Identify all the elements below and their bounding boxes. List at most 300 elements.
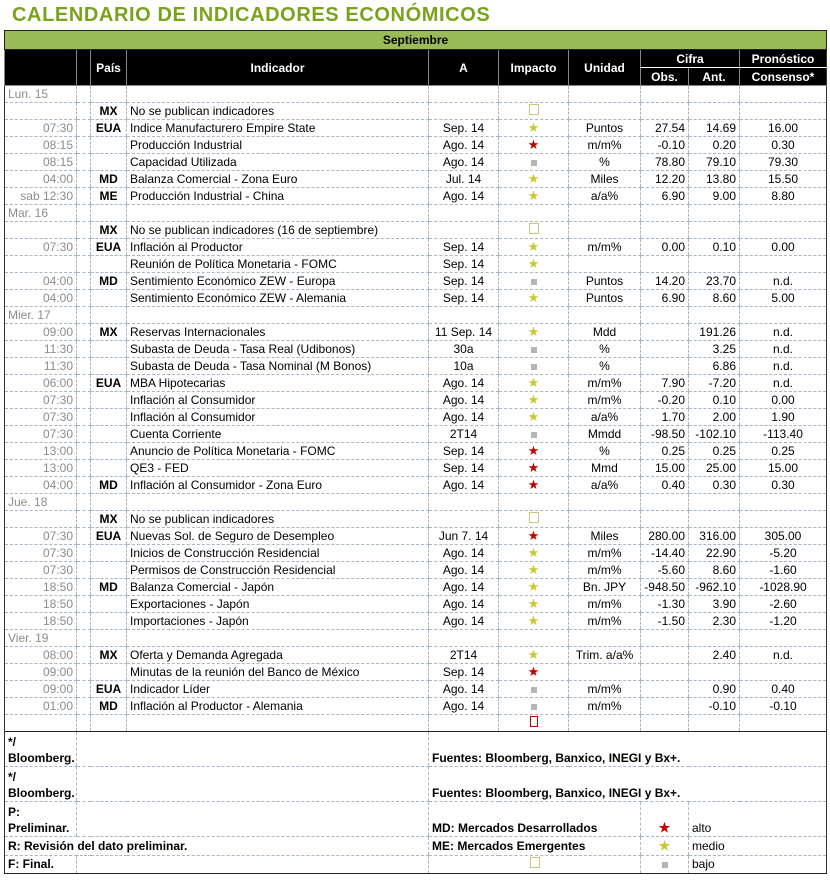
ant-cell: 22.90: [689, 545, 740, 562]
table-row: [5, 239, 827, 256]
ant-cell: 2.00: [689, 409, 740, 426]
indicator-cell: No se publican indicadores (16 de septiembre): [127, 222, 429, 239]
table-row: [5, 273, 827, 290]
ant-cell: 316.00: [689, 528, 740, 545]
ant-cell: 23.70: [689, 273, 740, 290]
table-row: [5, 545, 827, 562]
country-cell: [91, 715, 127, 732]
header-unidad: Unidad: [569, 50, 641, 86]
period-cell: Sep. 14: [429, 256, 499, 273]
header-indicador: Indicador: [127, 50, 429, 86]
obs-cell: -14.40: [641, 545, 689, 562]
unit-cell: [569, 715, 641, 732]
ant-cell: -0.10: [689, 698, 740, 715]
unit-cell: Miles: [569, 528, 641, 545]
impact-cell: [499, 239, 569, 256]
forecast-cell: n.d.: [740, 358, 827, 375]
forecast-cell: 16.00: [740, 120, 827, 137]
forecast-cell: 8.80: [740, 188, 827, 205]
table-row: [5, 392, 827, 409]
obs-cell: 78.80: [641, 154, 689, 171]
empty-cell: [499, 307, 569, 324]
empty-cell: [429, 307, 499, 324]
footer-sources: Fuentes: Bloomberg, Banxico, INEGI y Bx+.: [429, 732, 827, 767]
table-row: [5, 154, 827, 171]
table-row: [5, 613, 827, 630]
empty-box-icon: [529, 223, 539, 234]
empty-box-icon: [529, 512, 539, 523]
obs-cell: 280.00: [641, 528, 689, 545]
obs-cell: 0.25: [641, 443, 689, 460]
forecast-cell: 15.50: [740, 171, 827, 188]
indicator-cell: Cuenta Corriente: [127, 426, 429, 443]
country-cell: MD: [91, 579, 127, 596]
forecast-cell: n.d.: [740, 324, 827, 341]
spacer-cell: [77, 137, 91, 154]
yellow-star-icon: ★: [527, 256, 540, 271]
legend-bajo-icon: [641, 856, 689, 874]
table-row: [5, 341, 827, 358]
yellow-star-icon: ★: [527, 545, 540, 560]
hour-cell: 09:00: [5, 664, 77, 681]
forecast-cell: 5.00: [740, 290, 827, 307]
impact-cell: [499, 426, 569, 443]
impact-cell: [499, 664, 569, 681]
empty-cell: [740, 630, 827, 647]
spacer-cell: [77, 188, 91, 205]
forecast-cell: -5.20: [740, 545, 827, 562]
ant-cell: -102.10: [689, 426, 740, 443]
obs-cell: [641, 222, 689, 239]
table-row: [5, 222, 827, 239]
table-row: [5, 103, 827, 120]
forecast-cell: 305.00: [740, 528, 827, 545]
table-row: [5, 579, 827, 596]
forecast-cell: [740, 256, 827, 273]
forecast-cell: n.d.: [740, 341, 827, 358]
period-cell: Sep. 14: [429, 120, 499, 137]
impact-cell: [499, 545, 569, 562]
impact-cell: [499, 171, 569, 188]
red-star-icon: ★: [527, 477, 540, 492]
indicator-cell: Anuncio de Política Monetaria - FOMC: [127, 443, 429, 460]
impact-cell: [499, 341, 569, 358]
impact-cell: [499, 120, 569, 137]
empty-cell: [127, 205, 429, 222]
yellow-star-icon: ★: [527, 392, 540, 407]
period-cell: Ago. 14: [429, 477, 499, 494]
unit-cell: m/m%: [569, 562, 641, 579]
unit-cell: [569, 103, 641, 120]
day-section-row: [5, 86, 827, 103]
impact-cell: [499, 681, 569, 698]
obs-cell: -0.10: [641, 137, 689, 154]
impact-cell: [499, 103, 569, 120]
period-cell: 30a: [429, 341, 499, 358]
obs-cell: [641, 358, 689, 375]
table-row: [5, 358, 827, 375]
empty-cell: [77, 630, 91, 647]
gray-square-icon: [531, 279, 537, 285]
hour-cell: 09:00: [5, 681, 77, 698]
unit-cell: %: [569, 443, 641, 460]
impact-cell: [499, 528, 569, 545]
hour-cell: 07:30: [5, 426, 77, 443]
period-cell: Sep. 14: [429, 290, 499, 307]
impact-cell: [499, 460, 569, 477]
empty-cell: [641, 205, 689, 222]
spacer-cell: [77, 171, 91, 188]
empty-cell: [569, 630, 641, 647]
spacer-cell: [77, 239, 91, 256]
obs-cell: [641, 715, 689, 732]
hour-cell: 04:00: [5, 171, 77, 188]
ant-cell: 13.80: [689, 171, 740, 188]
header-impacto: Impacto: [499, 50, 569, 86]
empty-cell: [127, 86, 429, 103]
unit-cell: Bn. JPY: [569, 579, 641, 596]
period-cell: 2T14: [429, 647, 499, 664]
country-cell: MX: [91, 103, 127, 120]
ant-cell: 2.40: [689, 647, 740, 664]
yellow-star-icon: ★: [527, 171, 540, 186]
empty-cell: [569, 494, 641, 511]
ant-cell: 0.10: [689, 239, 740, 256]
unit-cell: Mmd: [569, 460, 641, 477]
spacer-cell: [77, 290, 91, 307]
empty-cell: [499, 205, 569, 222]
month-row: [5, 31, 827, 50]
ant-cell: 14.69: [689, 120, 740, 137]
ant-cell: 2.30: [689, 613, 740, 630]
ant-cell: 9.00: [689, 188, 740, 205]
impact-cell: [499, 222, 569, 239]
spacer-cell: [77, 681, 91, 698]
indicator-cell: Producción Industrial - China: [127, 188, 429, 205]
country-cell: [91, 596, 127, 613]
hour-cell: 08:15: [5, 154, 77, 171]
indicator-cell: No se publican indicadores: [127, 103, 429, 120]
period-cell: Sep. 14: [429, 239, 499, 256]
day-label: Vier. 19: [5, 630, 77, 647]
unit-cell: m/m%: [569, 596, 641, 613]
impact-cell: [499, 392, 569, 409]
obs-cell: 6.90: [641, 290, 689, 307]
table-row: [5, 137, 827, 154]
empty-cell: [641, 494, 689, 511]
period-cell: Ago. 14: [429, 562, 499, 579]
ant-cell: [689, 511, 740, 528]
hour-cell: 07:30: [5, 562, 77, 579]
indicator-cell: MBA Hipotecarias: [127, 375, 429, 392]
empty-cell: [127, 307, 429, 324]
ant-cell: [689, 256, 740, 273]
impact-cell: [499, 256, 569, 273]
obs-cell: 7.90: [641, 375, 689, 392]
spacer-cell: [77, 256, 91, 273]
indicator-cell: QE3 - FED: [127, 460, 429, 477]
forecast-cell: 0.00: [740, 239, 827, 256]
period-cell: 10a: [429, 358, 499, 375]
impact-cell: [499, 477, 569, 494]
month-label: Septiembre: [5, 31, 827, 50]
unit-cell: Puntos: [569, 290, 641, 307]
table-row: [5, 324, 827, 341]
table-row: [5, 188, 827, 205]
forecast-cell: -0.10: [740, 698, 827, 715]
hour-cell: 18:50: [5, 596, 77, 613]
forecast-cell: n.d.: [740, 647, 827, 664]
spacer-cell: [77, 409, 91, 426]
ant-cell: 191.26: [689, 324, 740, 341]
empty-cell: [429, 86, 499, 103]
table-row: [5, 460, 827, 477]
indicator-cell: Subasta de Deuda - Tasa Nominal (M Bonos): [127, 358, 429, 375]
ant-cell: 79.10: [689, 154, 740, 171]
yellow-star-icon: ★: [527, 239, 540, 254]
country-cell: MD: [91, 273, 127, 290]
unit-cell: Miles: [569, 171, 641, 188]
spacer-cell: [77, 596, 91, 613]
period-cell: Sep. 14: [429, 664, 499, 681]
forecast-cell: 0.25: [740, 443, 827, 460]
spacer-cell: [77, 392, 91, 409]
spacer-cell: [77, 613, 91, 630]
empty-cell: [569, 86, 641, 103]
country-cell: [91, 392, 127, 409]
impact-cell: [499, 511, 569, 528]
period-cell: [429, 715, 499, 732]
table-row: [5, 443, 827, 460]
empty-cell: [499, 86, 569, 103]
yellow-star-icon: ★: [527, 562, 540, 577]
period-cell: 11 Sep. 14: [429, 324, 499, 341]
impact-cell: [499, 137, 569, 154]
forecast-cell: n.d.: [740, 273, 827, 290]
gray-square-icon: [531, 160, 537, 166]
yellow-star-icon: ★: [527, 579, 540, 594]
impact-cell: [499, 375, 569, 392]
gray-square-icon: [531, 347, 537, 353]
period-cell: Ago. 14: [429, 579, 499, 596]
table-row: [5, 120, 827, 137]
period-cell: Ago. 14: [429, 409, 499, 426]
unit-cell: m/m%: [569, 613, 641, 630]
empty-cell: [740, 494, 827, 511]
spacer-cell: [77, 103, 91, 120]
footer-revision: R: Revisión del dato preliminar.: [5, 837, 429, 856]
indicator-cell: Capacidad Utilizada: [127, 154, 429, 171]
obs-cell: 15.00: [641, 460, 689, 477]
header-obs: Obs.: [641, 68, 689, 86]
table-row: [5, 256, 827, 273]
empty-cell: [77, 307, 91, 324]
ant-cell: 0.90: [689, 681, 740, 698]
impact-cell: [499, 273, 569, 290]
period-cell: [429, 103, 499, 120]
empty-cell: [689, 86, 740, 103]
indicator-cell: Reservas Internacionales: [127, 324, 429, 341]
period-cell: Ago. 14: [429, 698, 499, 715]
hour-cell: 04:00: [5, 290, 77, 307]
country-cell: [91, 562, 127, 579]
spacer-cell: [77, 477, 91, 494]
table-row: [5, 290, 827, 307]
obs-cell: 14.20: [641, 273, 689, 290]
footer-row: [5, 802, 827, 837]
empty-cell: [740, 205, 827, 222]
empty-cell: [77, 86, 91, 103]
obs-cell: -98.50: [641, 426, 689, 443]
obs-cell: 27.54: [641, 120, 689, 137]
indicator-cell: No se publican indicadores: [127, 511, 429, 528]
day-label: Mier. 17: [5, 307, 77, 324]
footer-final: F: Final.: [5, 856, 77, 874]
table-row: [5, 681, 827, 698]
spacer-cell: [77, 562, 91, 579]
ant-cell: 0.20: [689, 137, 740, 154]
unit-cell: [569, 256, 641, 273]
obs-cell: 1.70: [641, 409, 689, 426]
impact-cell: [499, 698, 569, 715]
empty-cell: [569, 205, 641, 222]
gray-square-icon: [531, 432, 537, 438]
country-cell: [91, 137, 127, 154]
empty-cell: [77, 494, 91, 511]
spacer-cell: [77, 528, 91, 545]
empty-cell: [689, 630, 740, 647]
unit-cell: %: [569, 358, 641, 375]
header-cifra: Cifra: [641, 50, 740, 68]
country-cell: [91, 256, 127, 273]
spacer-cell: [77, 222, 91, 239]
hour-cell: 18:50: [5, 613, 77, 630]
period-cell: Ago. 14: [429, 137, 499, 154]
yellow-star-icon: ★: [527, 375, 540, 390]
forecast-cell: [740, 103, 827, 120]
empty-cell: [740, 307, 827, 324]
impact-cell: [499, 290, 569, 307]
empty-cell: [127, 494, 429, 511]
impact-cell: [499, 358, 569, 375]
ant-cell: -7.20: [689, 375, 740, 392]
country-cell: MD: [91, 171, 127, 188]
red-box-icon: [530, 716, 538, 727]
hour-cell: 04:00: [5, 477, 77, 494]
legend-alto-icon: ★: [641, 802, 689, 837]
obs-cell: 6.90: [641, 188, 689, 205]
period-cell: 2T14: [429, 426, 499, 443]
spacer-cell: [77, 664, 91, 681]
empty-cell: [91, 494, 127, 511]
header-ant: Ant.: [689, 68, 740, 86]
obs-cell: [641, 698, 689, 715]
table-row: [5, 647, 827, 664]
ant-cell: 0.10: [689, 392, 740, 409]
spacer-cell: [77, 426, 91, 443]
gray-square-icon: [531, 687, 537, 693]
footer-row: [5, 767, 827, 802]
hour-cell: [5, 222, 77, 239]
country-cell: [91, 154, 127, 171]
obs-cell: 12.20: [641, 171, 689, 188]
indicator-cell: Inicios de Construcción Residencial: [127, 545, 429, 562]
unit-cell: m/m%: [569, 239, 641, 256]
country-cell: [91, 341, 127, 358]
country-cell: EUA: [91, 375, 127, 392]
hour-cell: [5, 715, 77, 732]
ant-cell: 3.90: [689, 596, 740, 613]
table-row: [5, 715, 827, 732]
yellow-star-icon: ★: [527, 596, 540, 611]
table-row: [5, 426, 827, 443]
impact-cell: [499, 409, 569, 426]
unit-cell: [569, 664, 641, 681]
header-a: A: [429, 50, 499, 86]
table-row: [5, 171, 827, 188]
ant-cell: [689, 103, 740, 120]
period-cell: Jul. 14: [429, 171, 499, 188]
indicator-cell: Nuevas Sol. de Seguro de Desempleo: [127, 528, 429, 545]
table-row: [5, 409, 827, 426]
forecast-cell: -1028.90: [740, 579, 827, 596]
period-cell: Ago. 14: [429, 188, 499, 205]
period-cell: Sep. 14: [429, 443, 499, 460]
indicator-cell: Inflación al Consumidor: [127, 392, 429, 409]
country-cell: EUA: [91, 681, 127, 698]
period-cell: Ago. 14: [429, 681, 499, 698]
country-cell: MX: [91, 324, 127, 341]
impact-cell: [499, 613, 569, 630]
hour-cell: [5, 256, 77, 273]
indicator-cell: Inflación al Productor - Alemania: [127, 698, 429, 715]
header-row-1: [5, 50, 827, 68]
spacer-cell: [77, 375, 91, 392]
unit-cell: %: [569, 341, 641, 358]
day-label: Lun. 15: [5, 86, 77, 103]
legend-me: ME: Mercados Emergentes: [429, 837, 641, 856]
forecast-cell: [740, 664, 827, 681]
indicator-cell: Producción Industrial: [127, 137, 429, 154]
ant-cell: [689, 222, 740, 239]
obs-cell: [641, 324, 689, 341]
unit-cell: a/a%: [569, 409, 641, 426]
red-star-icon: ★: [527, 664, 540, 679]
red-star-icon: ★: [527, 528, 540, 543]
empty-cell: [641, 307, 689, 324]
empty-cell: [689, 494, 740, 511]
impact-cell: [499, 154, 569, 171]
unit-cell: Trim. a/a%: [569, 647, 641, 664]
indicator-cell: Exportaciones - Japón: [127, 596, 429, 613]
indicator-cell: Inflación al Consumidor: [127, 409, 429, 426]
gray-square-icon: [531, 704, 537, 710]
country-cell: MX: [91, 511, 127, 528]
footer-row: [5, 856, 827, 874]
table-row: [5, 562, 827, 579]
table-row: [5, 698, 827, 715]
forecast-cell: -113.40: [740, 426, 827, 443]
unit-cell: m/m%: [569, 375, 641, 392]
empty-cell: [569, 307, 641, 324]
country-cell: [91, 664, 127, 681]
hour-cell: sab 12:30: [5, 188, 77, 205]
indicator-cell: Oferta y Demanda Agregada: [127, 647, 429, 664]
country-cell: [91, 545, 127, 562]
header-pronostico: Pronóstico: [740, 50, 827, 68]
table-row: [5, 375, 827, 392]
legend-none-icon: [429, 856, 641, 874]
